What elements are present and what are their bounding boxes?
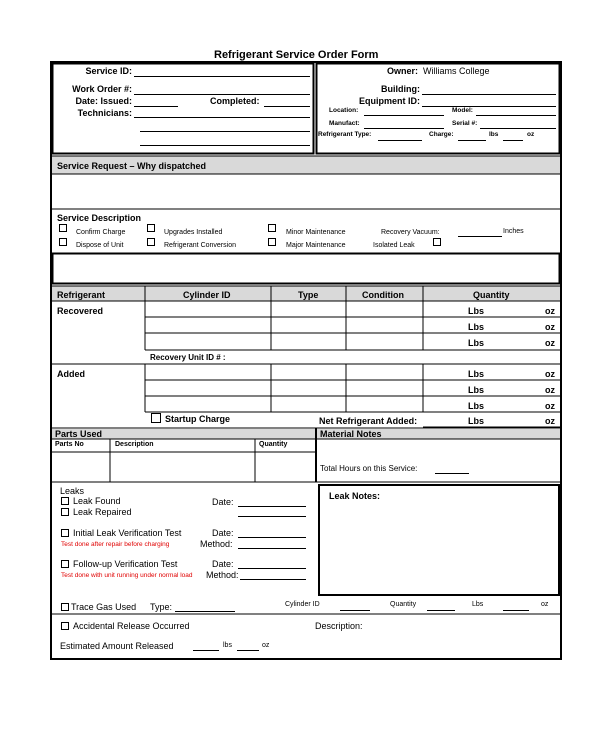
equipment-id-label: Equipment ID: bbox=[359, 96, 420, 106]
col-condition: Condition bbox=[362, 290, 404, 300]
charge-field[interactable] bbox=[458, 140, 486, 141]
minor-maintenance-label: Minor Maintenance bbox=[286, 229, 346, 236]
initial-date-field[interactable] bbox=[238, 537, 306, 538]
model-field[interactable] bbox=[476, 115, 556, 116]
estimated-lbs-label: lbs bbox=[223, 642, 232, 649]
followup-test-label: Follow-up Verification Test bbox=[73, 559, 178, 569]
equipment-id-field[interactable] bbox=[422, 106, 556, 107]
leak-notes-field[interactable] bbox=[321, 503, 557, 593]
added-lbs-1: Lbs bbox=[468, 369, 485, 379]
date-issued-field[interactable] bbox=[134, 106, 178, 107]
work-order-field[interactable] bbox=[134, 94, 310, 95]
initial-method-label: Method: bbox=[200, 539, 233, 549]
location-label: Location: bbox=[329, 107, 359, 114]
followup-date-label: Date: bbox=[212, 559, 234, 569]
trace-oz-field[interactable] bbox=[503, 610, 529, 611]
recovery-unit-label: Recovery Unit ID # : bbox=[150, 353, 226, 362]
col-refrigerant: Refrigerant bbox=[57, 290, 106, 300]
charge-oz-field[interactable] bbox=[503, 140, 523, 141]
isolated-leak-checkbox[interactable] bbox=[433, 238, 441, 246]
charge-lbs-label: lbs bbox=[489, 131, 499, 138]
serial-label: Serial #: bbox=[452, 120, 478, 127]
technicians-field-1[interactable] bbox=[134, 117, 310, 118]
col-cylinder-id: Cylinder ID bbox=[183, 290, 231, 300]
net-lbs-label: Lbs bbox=[468, 416, 485, 426]
dispose-unit-checkbox[interactable] bbox=[59, 238, 67, 246]
recovery-vacuum-field[interactable] bbox=[458, 236, 502, 237]
col-description: Description bbox=[115, 441, 154, 448]
trace-oz-label: oz bbox=[541, 601, 549, 608]
dispose-unit-label: Dispose of Unit bbox=[76, 242, 124, 249]
isolated-leak-label: Isolated Leak bbox=[373, 242, 415, 249]
inches-label: Inches bbox=[503, 228, 524, 235]
service-request-field[interactable] bbox=[53, 175, 559, 208]
col-quantity: Quantity bbox=[473, 290, 510, 300]
confirm-charge-checkbox[interactable] bbox=[59, 224, 67, 232]
leak-notes-label: Leak Notes: bbox=[329, 491, 381, 501]
initial-test-label: Initial Leak Verification Test bbox=[73, 528, 182, 538]
major-maintenance-checkbox[interactable] bbox=[268, 238, 276, 246]
service-description-notes-field[interactable] bbox=[55, 256, 557, 281]
refrigerant-conversion-label: Refrigerant Conversion bbox=[164, 242, 236, 249]
col-type: Type bbox=[298, 290, 319, 300]
completed-label: Completed: bbox=[210, 96, 260, 106]
trace-lbs-label: Lbs bbox=[472, 601, 484, 608]
added-lbs-2: Lbs bbox=[468, 385, 485, 395]
manufact-field[interactable] bbox=[364, 128, 444, 129]
service-id-label: Service ID: bbox=[85, 66, 132, 76]
col-parts-quantity: Quantity bbox=[259, 441, 288, 448]
confirm-charge-label: Confirm Charge bbox=[76, 229, 126, 236]
accidental-description-label: Description: bbox=[315, 621, 363, 631]
minor-maintenance-checkbox[interactable] bbox=[268, 224, 276, 232]
recovered-oz-1: oz bbox=[545, 306, 555, 316]
added-oz-1: oz bbox=[545, 369, 555, 379]
followup-test-checkbox[interactable] bbox=[61, 560, 69, 568]
upgrades-installed-checkbox[interactable] bbox=[147, 224, 155, 232]
leak-repaired-checkbox[interactable] bbox=[61, 508, 69, 516]
refrigerant-type-label: Refrigerant Type: bbox=[318, 131, 372, 138]
estimated-amount-label: Estimated Amount Released bbox=[60, 641, 174, 651]
leak-repaired-label: Leak Repaired bbox=[73, 507, 132, 517]
technicians-label: Technicians: bbox=[77, 108, 132, 118]
trace-quantity-label: Quantity bbox=[390, 601, 417, 608]
trace-gas-checkbox[interactable] bbox=[61, 603, 69, 611]
service-request-heading: Service Request – Why dispatched bbox=[57, 161, 207, 171]
building-label: Building: bbox=[381, 84, 420, 94]
startup-charge-label: Startup Charge bbox=[165, 414, 231, 424]
material-notes-heading: Material Notes bbox=[320, 429, 382, 439]
form-title: Refrigerant Service Order Form bbox=[214, 49, 379, 61]
owner-label: Owner: bbox=[387, 66, 419, 76]
trace-type-field[interactable] bbox=[175, 611, 235, 612]
total-hours-label: Total Hours on this Service: bbox=[320, 464, 418, 473]
initial-test-checkbox[interactable] bbox=[61, 529, 69, 537]
upgrades-installed-label: Upgrades Installed bbox=[164, 229, 223, 236]
technicians-field-2[interactable] bbox=[140, 131, 310, 132]
col-parts-no: Parts No bbox=[55, 441, 84, 448]
recovered-oz-2: oz bbox=[545, 322, 555, 332]
initial-test-note: Test done after repair before charging bbox=[61, 541, 170, 548]
initial-date-label: Date: bbox=[212, 528, 234, 538]
leak-date-label: Date: bbox=[212, 497, 234, 507]
estimated-oz-field[interactable] bbox=[237, 650, 259, 651]
building-field[interactable] bbox=[422, 94, 556, 95]
charge-oz-label: oz bbox=[527, 131, 535, 138]
startup-charge-checkbox[interactable] bbox=[151, 413, 161, 423]
leak-date-field-1[interactable] bbox=[238, 506, 306, 507]
manufact-label: Manufact: bbox=[329, 120, 360, 127]
trace-gas-label: Trace Gas Used bbox=[71, 602, 137, 612]
location-field[interactable] bbox=[364, 115, 444, 116]
refrigerant-conversion-checkbox[interactable] bbox=[147, 238, 155, 246]
leak-found-label: Leak Found bbox=[73, 496, 121, 506]
trace-cylinder-label: Cylinder ID bbox=[285, 601, 320, 608]
leak-found-checkbox[interactable] bbox=[61, 497, 69, 505]
service-id-field[interactable] bbox=[134, 76, 310, 77]
added-oz-3: oz bbox=[545, 401, 555, 411]
recovered-label: Recovered bbox=[57, 306, 104, 316]
work-order-label: Work Order #: bbox=[72, 84, 132, 94]
added-oz-2: oz bbox=[545, 385, 555, 395]
refrigerant-type-field[interactable] bbox=[378, 140, 422, 141]
recovered-lbs-2: Lbs bbox=[468, 322, 485, 332]
followup-date-field[interactable] bbox=[238, 568, 306, 569]
added-lbs-3: Lbs bbox=[468, 401, 485, 411]
total-hours-field[interactable] bbox=[435, 473, 469, 474]
estimated-oz-label: oz bbox=[262, 642, 270, 649]
parts-used-heading: Parts Used bbox=[55, 429, 103, 439]
serial-field[interactable] bbox=[480, 128, 556, 129]
major-maintenance-label: Major Maintenance bbox=[286, 242, 346, 249]
accidental-release-checkbox[interactable] bbox=[61, 622, 69, 630]
accidental-release-label: Accidental Release Occurred bbox=[73, 621, 190, 631]
leaks-heading: Leaks bbox=[60, 486, 85, 496]
recovery-vacuum-label: Recovery Vacuum: bbox=[381, 229, 440, 236]
leak-date-field-2[interactable] bbox=[238, 516, 306, 517]
charge-label: Charge: bbox=[429, 131, 454, 138]
owner-value: Williams College bbox=[423, 66, 490, 76]
estimated-lbs-field[interactable] bbox=[193, 650, 219, 651]
recovered-lbs-1: Lbs bbox=[468, 306, 485, 316]
added-label: Added bbox=[57, 369, 85, 379]
followup-method-field[interactable] bbox=[240, 579, 306, 580]
trace-cylinder-field[interactable] bbox=[340, 610, 370, 611]
followup-method-label: Method: bbox=[206, 570, 239, 580]
date-issued-label: Date: Issued: bbox=[75, 96, 132, 106]
trace-type-label: Type: bbox=[150, 602, 173, 612]
trace-quantity-field[interactable] bbox=[427, 610, 455, 611]
completed-field[interactable] bbox=[264, 106, 310, 107]
net-added-label: Net Refrigerant Added: bbox=[319, 416, 418, 426]
net-oz-label: oz bbox=[545, 416, 555, 426]
model-label: Model: bbox=[452, 107, 473, 114]
followup-test-note: Test done with unit running under normal load bbox=[61, 572, 193, 579]
initial-method-field[interactable] bbox=[238, 548, 306, 549]
technicians-field-3[interactable] bbox=[140, 145, 310, 146]
recovered-oz-3: oz bbox=[545, 338, 555, 348]
service-description-heading: Service Description bbox=[57, 213, 142, 223]
recovered-lbs-3: Lbs bbox=[468, 338, 485, 348]
